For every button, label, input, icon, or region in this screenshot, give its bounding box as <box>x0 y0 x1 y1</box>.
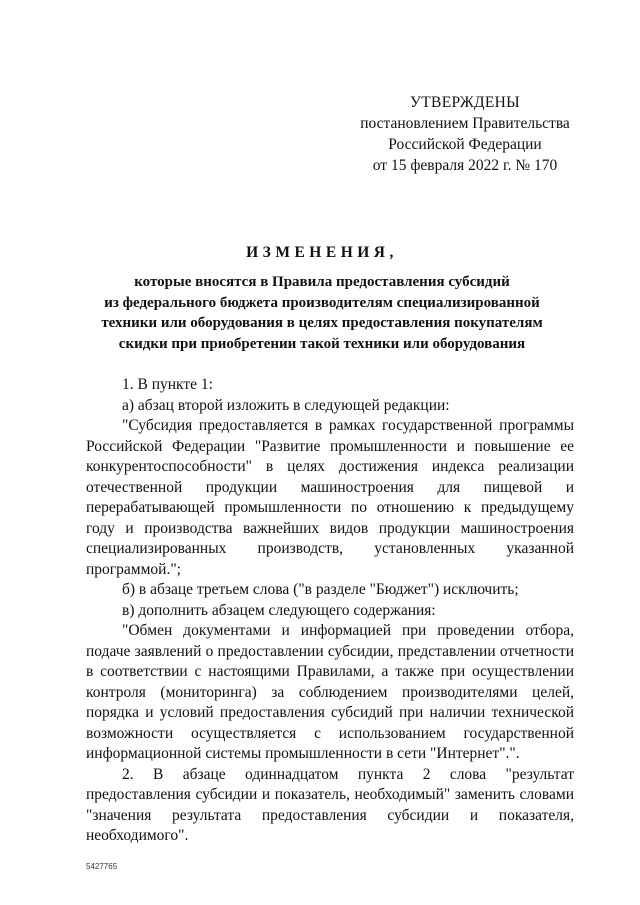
paragraph-item-2: 2. В абзаце одиннадцатом пункта 2 слова "результат предоставления субсидии и показатель, необходимый" заменить словами "значения результата предоставления субсидии и показателя, необходимого". <box>86 765 574 844</box>
document-subtitle <box>82 272 562 354</box>
approval-line: постановлением Правительства <box>360 115 570 132</box>
approval-line: Российской Федерации <box>388 136 542 153</box>
document-title: ИЗМЕНЕНИЯ, <box>246 244 398 261</box>
approval-heading: УТВЕРЖДЕНЫ <box>410 94 520 111</box>
subtitle-line: из федерального бюджета производителям специализированной <box>104 294 540 311</box>
paragraph-quote-exchange: "Обмен документами и информацией при проведении отбора, подаче заявлений о предоставлении субсидии, представлении отчетности в соответствии с настоящими Правилами, а также при осуществлении контроля (мониторинга) за соблюдением производителями целей, порядка и условий предоставления субсидий при наличии технической возможности осуществляется с использованием государственной информационной системы промышленности в сети "Интернет".". <box>86 622 574 762</box>
subtitle-line: скидки при приобретении такой техники или оборудования <box>118 335 526 352</box>
paragraph-subitem-b: б) в абзаце третьем слова ("в разделе "Бюджет") исключить; <box>122 581 519 598</box>
document-body <box>86 375 574 847</box>
subtitle-line: которые вносятся в Правила предоставления субсидий <box>134 274 510 290</box>
subtitle-line: техники или оборудования в целях предоставления покупателям <box>101 315 543 331</box>
title-block <box>82 243 562 354</box>
paragraph-subitem-c: в) дополнить абзацем следующего содержания: <box>122 601 436 619</box>
approval-date-number: от 15 февраля 2022 г. № 170 <box>372 157 558 174</box>
paragraph-subitem-a: а) абзац второй изложить в следующей редакции: <box>122 396 450 414</box>
approval-stamp <box>330 92 600 176</box>
paragraph-item-1: 1. В пункте 1: <box>122 376 213 393</box>
document-code: 5427765 <box>86 862 118 871</box>
paragraph-quote-subsidy: "Субсидия предоставляется в рамках государственной программы Российской Федерации "Развитие промышленности и повышение ее конкурентоспособности" в целях достижения индекса реализации отечественной продукции машиностроения для пищевой и перерабатывающей промышленности по отношению к предыдущему году и производства важнейших видов продукции машиностроения специализированных производств, установленных указанной программой."; <box>86 417 574 578</box>
